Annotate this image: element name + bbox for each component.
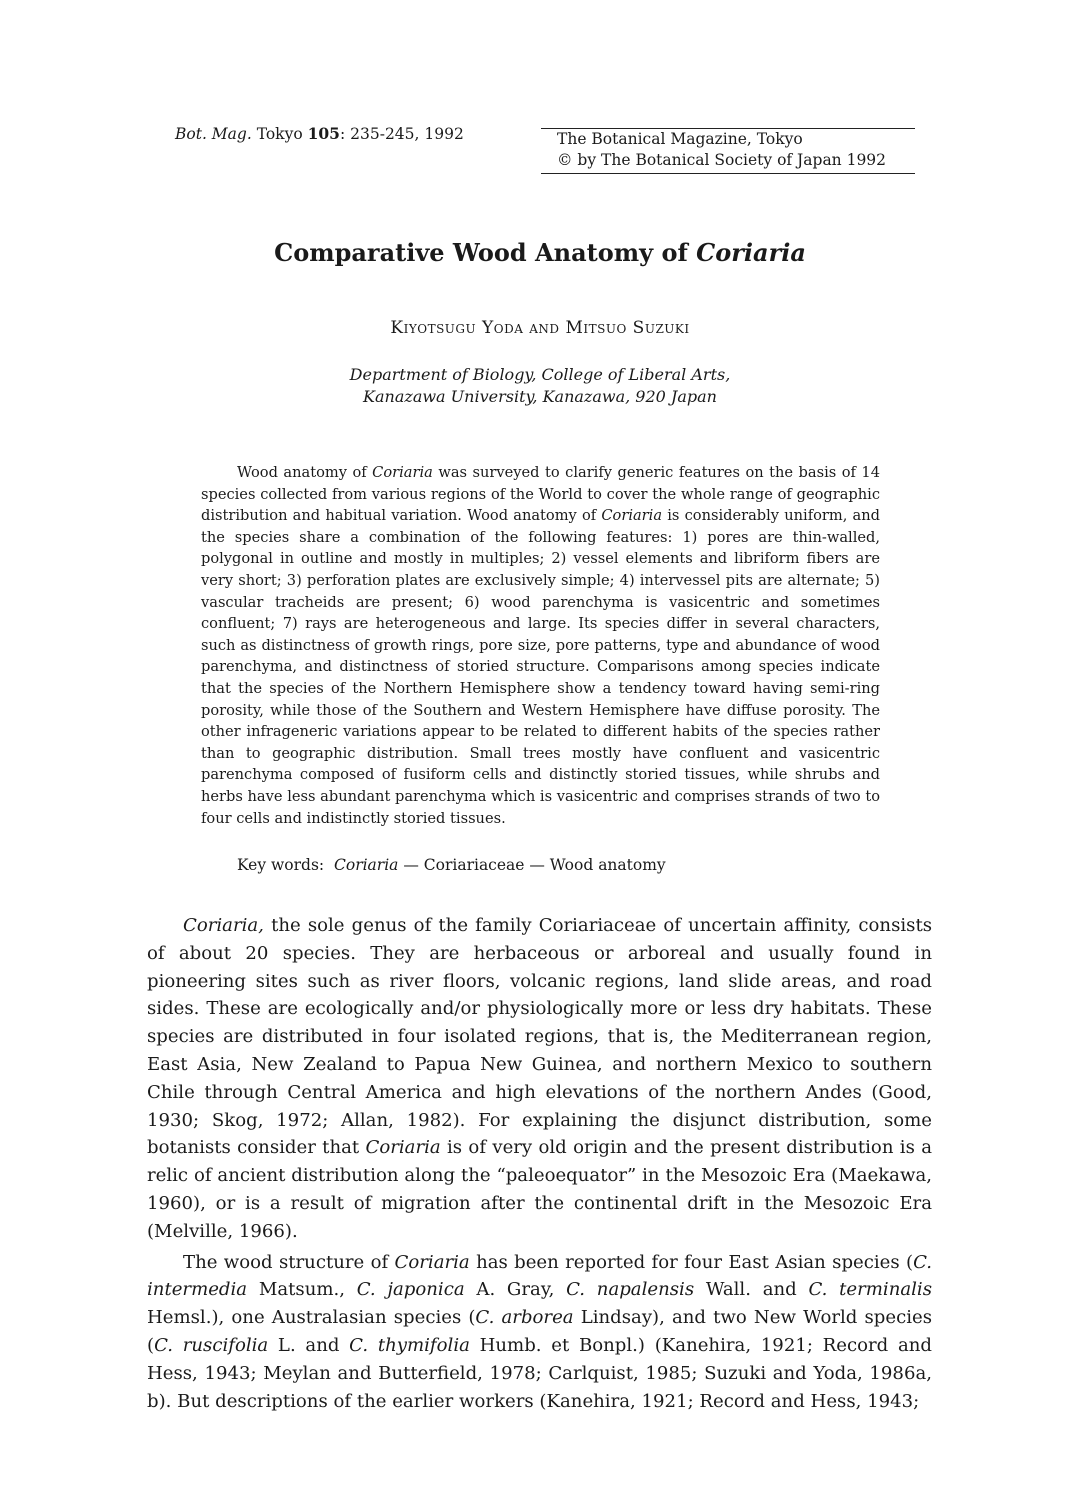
paragraph-text: Lindsay), and two New World species ( <box>147 1307 933 1356</box>
journal-place: Tokyo <box>256 125 303 143</box>
paper-title <box>0 238 1080 267</box>
abstract-genus-1: Coriaria <box>372 464 433 481</box>
paragraph-text: is of very old origin and the present distribution is a relic of ancient distribution along the “paleoequator” in the Mesozoic Era (Maekawa, 1960), or is a result of migration after the continental drift in the Mesozoic Era (Melville, 1966). <box>147 1137 933 1242</box>
keywords-rest: — Coriariaceae — Wood anatomy <box>398 856 666 874</box>
species-name: C. terminalis <box>808 1279 932 1301</box>
paragraph-text: Wall. and <box>694 1279 809 1301</box>
journal-pages-year: : 235-245, 1992 <box>339 125 464 143</box>
body-text <box>147 912 932 1418</box>
paragraph-text: Humb. et Bonpl.) (Kanehira, 1921; Record and Hess, 1943; Meylan and Butterfield, 1978; Carlquist, 1985; Suzuki and Yoda, 1986a, b). But descriptions of the earlier workers (Kanehira, 1921; Record and Hess, 1943; <box>147 1334 932 1412</box>
genus-name: Coriaria <box>394 1251 470 1273</box>
title-genus: Coriaria <box>696 238 806 267</box>
journal-abbrev: Bot. Mag. <box>175 125 252 143</box>
abstract-text-3: is considerably uniform, and the species share a combination of the following features: 1) pores are thin-walled, polygonal in outline and mostly in multiples; 2) vessel elements and libriform fibers are very short; 3) perforation plates are exclusively simple; 4) intervessel pits are alternate; 5) vascular tracheids are present; 6) wood parenchyma is vasicentric and sometimes confluent; 7) rays are heterogeneous and large. Its species differ in several characters, such as distinctness of growth rings, pore size, pore patterns, type and abundance of wood parenchyma, and distinctness of storied structure. Comparisons among species indicate that the species of the Northern Hemisphere show a tendency toward having semi-ring porosity, while those of the Southern and Western Hemisphere have diffuse porosity. The other infrageneric variations appear to be related to different habits of the species rather than to geographic distribution. Small trees mostly have confluent and vasicentric parenchyma composed of fusiform cells and distinctly storied tissues, while shrubs and herbs have less abundant parenchyma which is vasicentric and comprises strands of two to four cells and indistinctly storied tissues. <box>201 507 880 827</box>
title-main: Comparative Wood Anatomy of <box>274 238 688 267</box>
authors: Kiyotsugu Yoda and Mitsuo Suzuki <box>390 318 690 338</box>
keywords-label: Key words: <box>237 856 325 874</box>
keyword-genus: Coriaria <box>334 856 399 874</box>
paragraph-text: The wood structure of <box>183 1251 395 1273</box>
body-paragraph-2 <box>147 1249 932 1416</box>
journal-citation <box>175 124 464 143</box>
paragraph-text: Matsum., <box>247 1279 357 1301</box>
journal-copyright-box <box>541 128 915 174</box>
species-name: C. thymifolia <box>349 1334 470 1356</box>
journal-volume: 105 <box>307 124 340 143</box>
paragraph-text: Hemsl.), one Australasian species ( <box>147 1307 476 1329</box>
paragraph-text: L. and <box>268 1334 350 1356</box>
genus-name: Coriaria <box>365 1137 441 1159</box>
species-name: C. arborea <box>475 1307 574 1329</box>
keywords <box>237 856 666 874</box>
abstract <box>201 462 880 829</box>
paragraph-text: has been reported for four East Asian species ( <box>469 1251 914 1273</box>
affiliation-line-2: Kanazawa University, Kanazawa, 920 Japan <box>363 387 717 406</box>
paragraph-text: the sole genus of the family Coriariaceae of uncertain affinity, consists of about 20 species. They are herbaceous or arboreal and usually found in pioneering sites such as river floors, volcanic regions, land slide areas, and road sides. These are ecologically and/or physiologically more or less dry habitats. These species are distributed in four isolated regions, that is, the Mediterranean region, East Asia, New Zealand to Papua New Guinea, and northern Mexico to southern Chile through Central America and high elevations of the northern Andes (Good, 1930; Skog, 1972; Allan, 1982). For explaining the disjunct distribution, some botanists consider that <box>147 915 932 1159</box>
affiliation-line-1: Department of Biology, College of Liberal Arts, <box>349 365 731 384</box>
abstract-text-1: Wood anatomy of <box>237 464 373 481</box>
species-name: C. ruscifolia <box>154 1334 269 1356</box>
species-name: C. japonica <box>356 1279 465 1301</box>
species-name: C. intermedia <box>147 1251 933 1301</box>
abstract-genus-2: Coriaria <box>601 507 663 525</box>
affiliation <box>0 364 1080 408</box>
abstract-text-2: was surveyed to clarify generic features on the basis of 14 species collected from various regions of the World to cover the whole range of geographic distribution and habitual variation. Wood anatomy of <box>201 464 880 525</box>
journal-name: The Botanical Magazine, Tokyo <box>557 130 803 148</box>
copyright-line: © by The Botanical Society of Japan 1992 <box>557 151 887 169</box>
body-paragraph-1 <box>147 912 932 1246</box>
species-name: C. napalensis <box>566 1279 695 1301</box>
paragraph-text: A. Gray, <box>464 1279 567 1301</box>
genus-name: Coriaria, <box>183 915 264 936</box>
